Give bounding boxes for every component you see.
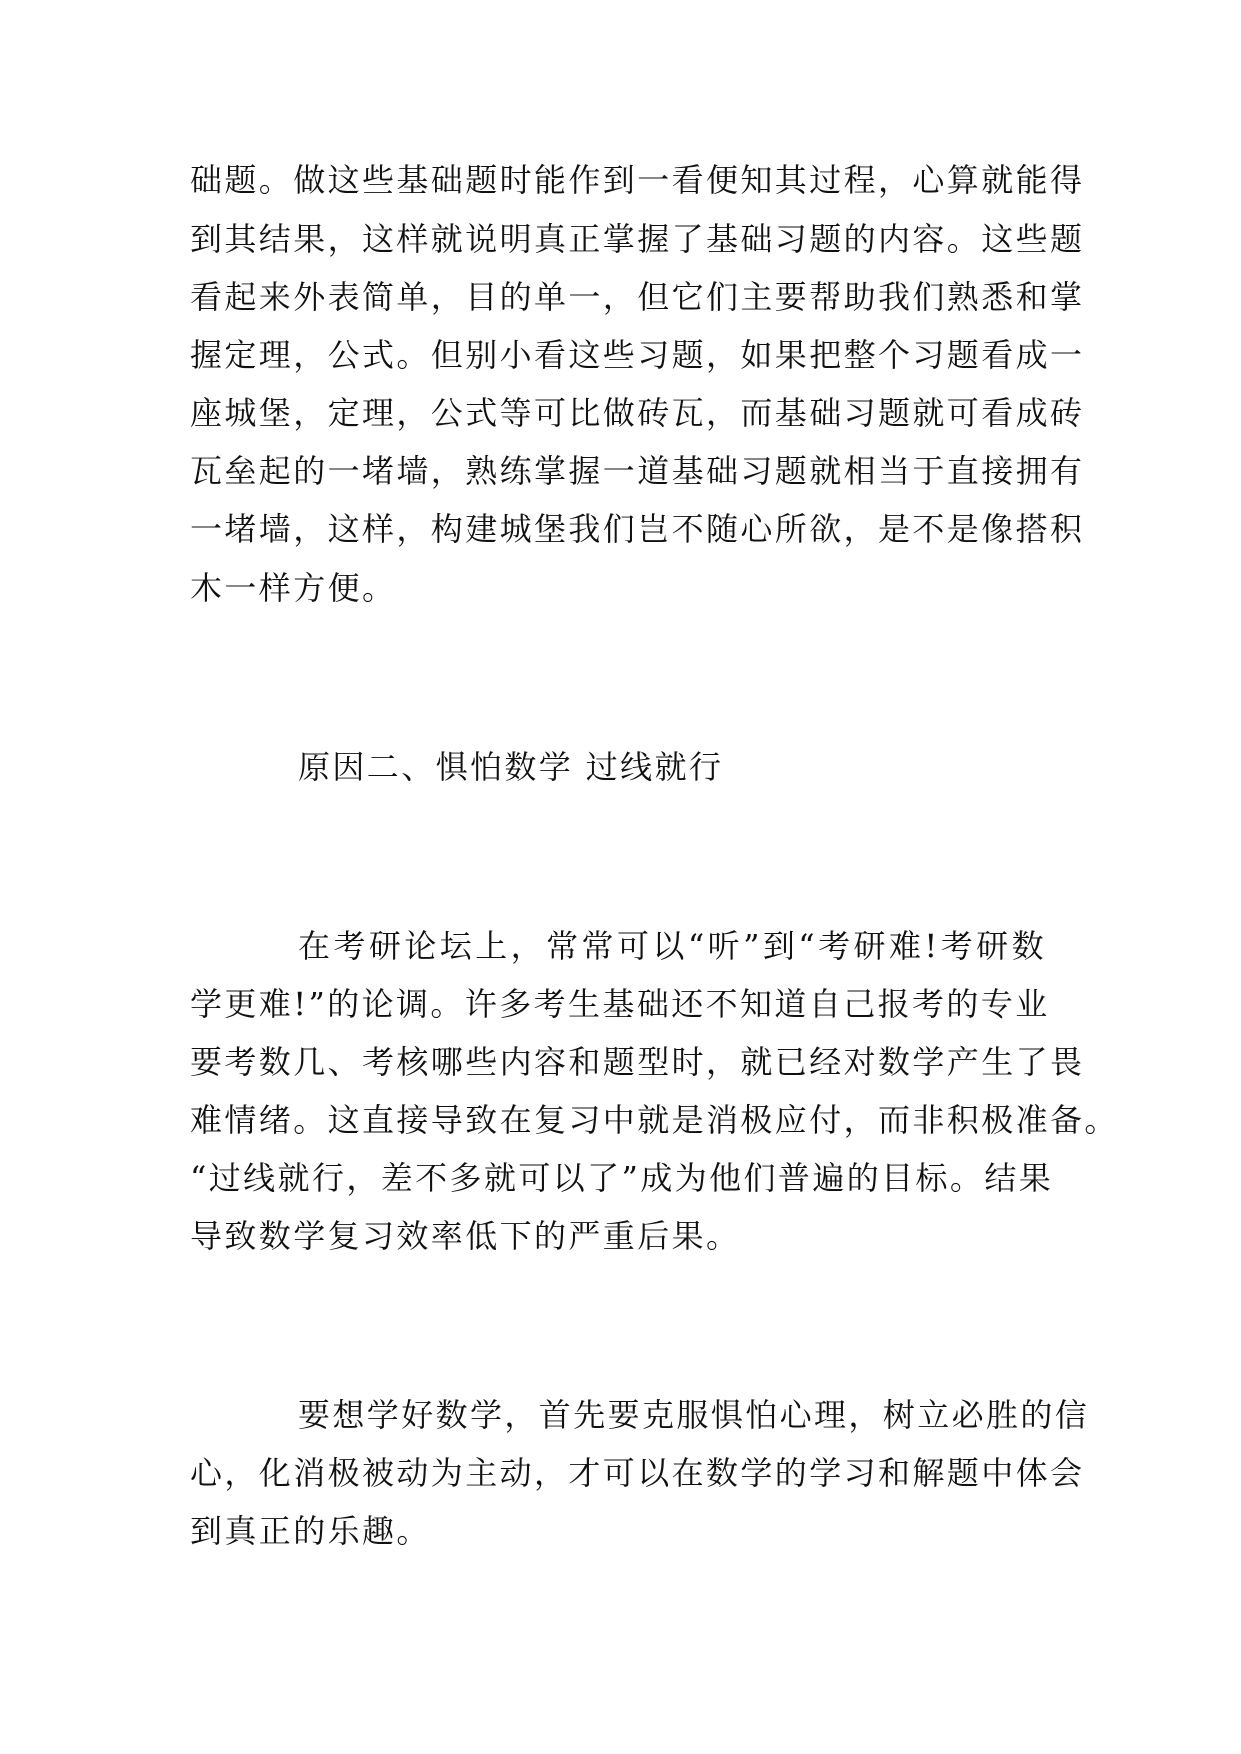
paragraph-line: 础题。做这些基础题时能作到一看便知其过程，心算就能得 [190, 161, 1085, 199]
paragraph-line: 到其结果，这样就说明真正掌握了基础习题的内容。这些题 [190, 220, 1085, 258]
paragraph-line: 木一样方便。 [190, 569, 397, 607]
paragraph-line: 瓦垒起的一堵墙，熟练掌握一道基础习题就相当于直接拥有 [190, 452, 1085, 490]
paragraph-line: 导致数学复习效率低下的严重后果。 [190, 1217, 741, 1255]
paragraph-line: 看起来外表简单，目的单一，但它们主要帮助我们熟悉和掌 [190, 278, 1085, 316]
paragraph-line: “过线就行，差不多就可以了”成为他们普遍的目标。结果 [190, 1159, 1054, 1197]
paragraph-line: 一堵墙，这样，构建城堡我们岂不随心所欲，是不是像搭积 [190, 510, 1085, 548]
paragraph-line: 握定理，公式。但别小看这些习题，如果把整个习题看成一 [190, 336, 1085, 374]
paragraph-line: 要想学好数学，首先要克服惧怕心理，树立必胜的信 [298, 1396, 1090, 1434]
paragraph-line: 要考数几、考核哪些内容和题型时，就已经对数学产生了畏 [190, 1043, 1085, 1081]
paragraph-line: 心，化消极被动为主动，才可以在数学的学习和解题中体会 [190, 1454, 1085, 1492]
paragraph-line: 学更难!”的论调。许多考生基础还不知道自己报考的专业 [190, 985, 1050, 1023]
section-heading: 原因二、惧怕数学 过线就行 [298, 748, 724, 786]
paragraph-line: 在考研论坛上，常常可以“听”到“考研难!考研数 [298, 927, 1046, 965]
paragraph-line: 到真正的乐趣。 [190, 1512, 431, 1550]
paragraph-line: 座城堡，定理，公式等可比做砖瓦，而基础习题就可看成砖 [190, 394, 1085, 432]
paragraph-line: 难情绪。这直接导致在复习中就是消极应付，而非积极准备。 [190, 1101, 1119, 1139]
